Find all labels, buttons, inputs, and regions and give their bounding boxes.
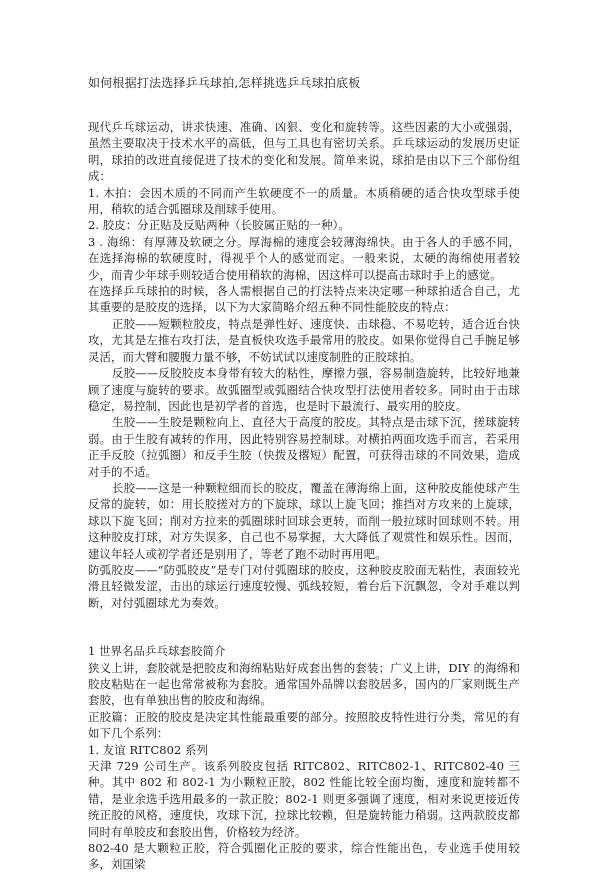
paragraph-long-pips: 长胶——这是一种颗粒细而长的胶皮，覆盖在薄海绵上面，这种胶皮能使球产生反常的旋转，如：用长胶搓对方的下旋球，球以上旋飞回；推挡对方攻来的上旋球，球以下旋飞回；削对方拉来的弧圈球时回球会更转，而削一般拉球时回球则不转。用这种胶皮打球，对方失误多，自己也不易掌握，大大降低了观赏性和娱乐性。因而，建议年轻人或初学者还是别用了，等老了跑不动时再用吧。 xyxy=(88,480,520,561)
section-spacer xyxy=(88,611,520,643)
section-paragraph-2: 正胶篇：正胶的胶皮是决定其性能最重要的部分。按照胶皮特性进行分类，常见的有如下几个系列： xyxy=(88,709,520,741)
section-heading: 1 世界名品乒乓球套胶简介 xyxy=(88,644,226,659)
list-item-sponge: 3 . 海绵：有厚薄及软硬之分。厚海棉的速度会较薄海绵快。由于各人的手感不同，在选择海棉的软硬度时，得视乎个人的感觉而定。一般来说，太硬的海绵使用者较少，而青少年球手则较适合使用稍软的海棉，因这样可以提高击球时手上的感觉。 xyxy=(88,234,520,282)
paragraph-raw-rubber: 生胶——生胶是颗粒向上、直径大于高度的胶皮。其特点是击球下沉，搓球旋转弱。由于生胶有减转的作用，因此特别容易控制球。对横拍两面攻选手而言，若采用正手反胶（拉弧圈）和反手生胶（快拨及撂短）配置，可获得击球的不同效果，造成对手的不适。 xyxy=(88,415,520,479)
document-title: 如何根据打法选择乒乓球拍,怎样挑选乒乓球拍底板 xyxy=(88,76,361,90)
paragraph-anti-loop: 防弧胶皮——“防弧胶皮”是专门对付弧圈球的胶皮，这种胶皮胶面无粘性，表面较光滑且轻微发涩，击出的球运行速度较慢、弧线较短，着台后下沉飘忽，令对手难以判断，对付弧圈球尤为奏效。 xyxy=(88,562,520,610)
list-item-wood: 1. 木拍：会因木质的不同而产生软硬度不一的质量。木质稍硬的适合快攻型球手使用，稍软的适合弧圈球及削球手使用。 xyxy=(88,185,520,217)
intro-paragraph: 现代乒乓球运动，讲求快速、准确、凶狠、变化和旋转等。这些因素的大小或强弱，虽然主要取决于技术水平的高低，但与工具也有密切关系。乒乓球运动的发展历史证明，球拍的改进直接促进了技术的变化和发展。简单来说，球拍是由以下三个部份组成： xyxy=(88,120,520,184)
paragraph-inverted: 反胶——反胶胶皮本身带有较大的粘性，摩擦力强，容易制造旋转，比较好地兼顾了速度与旋转的要求。故弧圈型或弧圈结合快攻型打法使用者较多。同时由于击球稳定，易控制，因此也是初学者的首选，也是时下最流行、最实用的胶皮。 xyxy=(88,366,520,413)
list-item-rubber: 2. 胶皮：分正贴及反贴两种（长胶属正贴的一种）。 xyxy=(88,218,350,233)
document-body xyxy=(88,119,520,873)
series-paragraph-2: 802-40 是大颗粒正胶，符合弧圈化正胶的要求，综合性能出色，专业选手使用较多，刘国梁 xyxy=(88,841,520,872)
series-paragraph-1: 天津 729 公司生产。该系列胶皮包括 RITC802、RITC802-1、RITC802-40 三种。其中 802 和 802-1 为小颗粒正胶，802 性能比较全面均衡，速度和旋转都不错，是业余选手选用最多的一款正胶；802-1 则更多强调了速度，相对来说更接近传统正胶的风格，速度快，攻球下沉，拉球比较赖，但是旋转能力稍弱。这两款胶皮都同时有单胶皮和套胶出售，价格较为经济。 xyxy=(88,759,520,839)
section-paragraph-1: 狭义上讲，套胶就是把胶皮和海绵粘贴好成套出售的套装；广义上讲，DIY 的海绵和胶皮粘贴在一起也常常被称为套胶。通常国外品牌以套胶居多，国内的厂家则既生产套胶，也有单独出售的胶皮和海绵。 xyxy=(88,660,520,708)
series-heading: 1. 友谊 RITC802 系列 xyxy=(88,742,209,757)
paragraph-pips-out: 正胶——短颗粒胶皮，特点是弹性好、速度快、击球稳、不易吃转，适合近台快攻，尤其是左推右攻打法，是直板快攻选手最常用的胶皮。如果你觉得自己手腕足够灵活，而大臂和腰腹力量不够，不妨试试以速度制胜的正胶球拍。 xyxy=(88,316,520,364)
choose-paragraph: 在选择乒乓球拍的时候，各人需根据自己的打法特点来决定哪一种球拍适合自己，尤其重要的是胶皮的选择，以下为大家简略介绍五种不同性能胶皮的特点： xyxy=(88,284,520,315)
